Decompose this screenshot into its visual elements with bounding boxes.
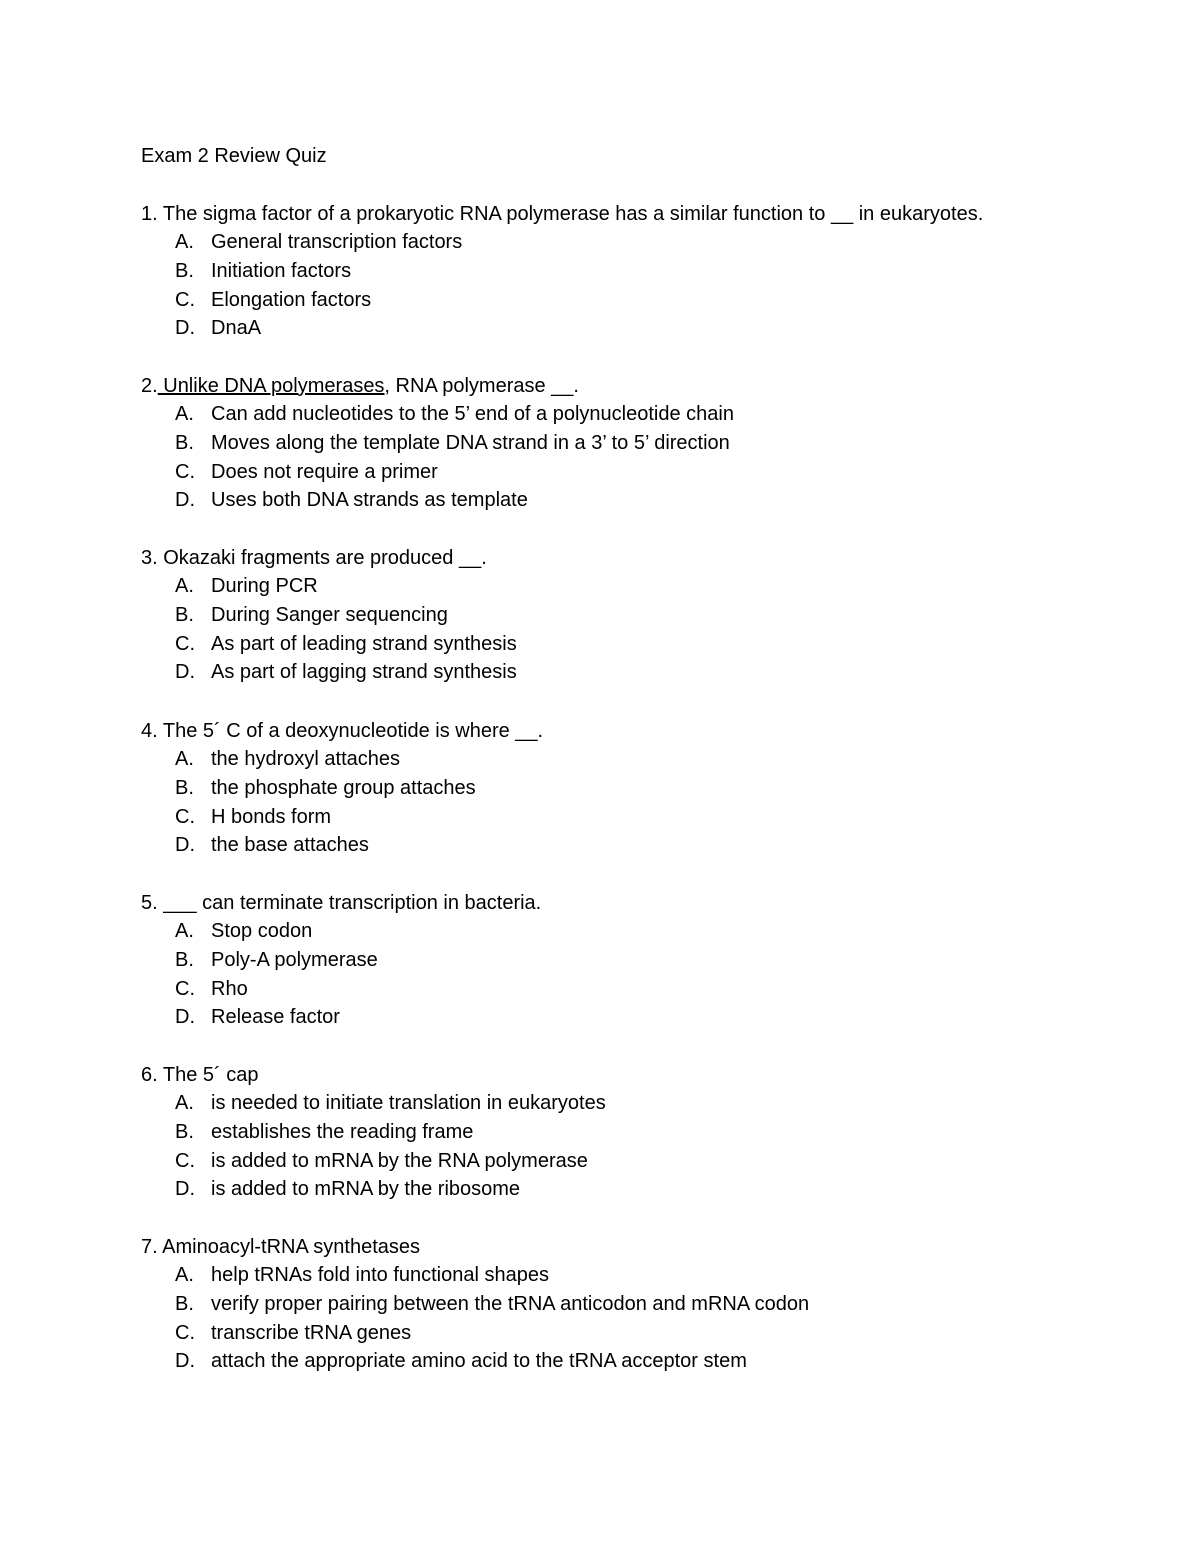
answer-option-d <box>141 831 1141 860</box>
option-text: As part of lagging strand synthesis <box>211 661 517 684</box>
question-text: Okazaki fragments are produced __. <box>157 547 487 569</box>
option-text: establishes the reading frame <box>211 1120 474 1143</box>
answer-option-c <box>141 803 1141 832</box>
answer-option-c <box>141 1147 1141 1176</box>
option-letter: D. <box>175 1350 195 1373</box>
answer-option-c <box>141 630 1141 659</box>
answer-option-c <box>141 458 1141 487</box>
question-text: Aminoacyl-tRNA synthetases <box>157 1236 421 1258</box>
option-letter: C. <box>175 977 195 1000</box>
answer-option-b <box>141 774 1141 803</box>
answer-option-a <box>141 228 1141 257</box>
answer-option-a <box>141 1089 1141 1118</box>
option-letter: D. <box>175 317 195 340</box>
option-text: Release factor <box>211 1006 340 1029</box>
option-letter: B. <box>175 259 194 282</box>
option-text: As part of leading strand synthesis <box>211 632 517 655</box>
option-letter: B. <box>175 776 194 799</box>
answer-option-c <box>141 1319 1141 1348</box>
option-letter: B. <box>175 1120 194 1143</box>
question-text: The sigma factor of a prokaryotic RNA polymerase has a similar function to __ in eukaryotes. <box>157 203 984 225</box>
option-text: the phosphate group attaches <box>211 776 476 799</box>
option-text: is added to mRNA by the ribosome <box>211 1178 521 1201</box>
option-text: Does not require a primer <box>211 460 438 483</box>
option-text: transcribe tRNA genes <box>211 1321 412 1344</box>
option-letter: A. <box>175 748 194 770</box>
option-letter: D. <box>175 489 195 512</box>
option-text: During Sanger sequencing <box>211 603 448 626</box>
question-number: 6. <box>141 1064 158 1086</box>
option-letter: A. <box>175 575 194 597</box>
answer-option-d <box>141 486 1141 515</box>
question-7 <box>141 1233 1141 1376</box>
question-number: 2. <box>141 375 158 397</box>
question-number: 7. <box>141 1236 158 1258</box>
question-5 <box>141 889 1141 1032</box>
option-letter: A. <box>175 1092 194 1114</box>
option-letter: C. <box>175 805 195 828</box>
option-letter: C. <box>175 460 195 483</box>
option-text: Elongation factors <box>211 288 372 311</box>
option-text: Poly-A polymerase <box>211 948 378 971</box>
question-stem <box>141 717 1141 745</box>
option-letter: A. <box>175 1264 194 1286</box>
option-text: DnaA <box>211 317 262 340</box>
option-letter: C. <box>175 1321 195 1344</box>
option-text: Rho <box>211 977 248 1000</box>
option-text: is needed to initiate translation in eukaryotes <box>211 1092 606 1114</box>
option-letter: C. <box>175 632 195 655</box>
answer-option-c <box>141 975 1141 1004</box>
question-text: RNA polymerase __. <box>390 375 579 397</box>
option-text: Stop codon <box>211 920 313 942</box>
option-letter: D. <box>175 661 195 684</box>
option-letter: D. <box>175 1178 195 1201</box>
answer-option-d <box>141 1003 1141 1032</box>
question-number: 5. <box>141 892 158 914</box>
question-3 <box>141 544 1141 687</box>
question-number: 3. <box>141 547 158 569</box>
option-letter: C. <box>175 1149 195 1172</box>
question-text: ___ can terminate transcription in bacteria. <box>157 892 542 914</box>
option-text: verify proper pairing between the tRNA anticodon and mRNA codon <box>211 1292 810 1315</box>
question-6 <box>141 1061 1141 1204</box>
document-title: Exam 2 Review Quiz <box>141 145 327 167</box>
option-text: attach the appropriate amino acid to the tRNA acceptor stem <box>211 1350 747 1373</box>
answer-option-d <box>141 314 1141 343</box>
question-text: The 5´ C of a deoxynucleotide is where __. <box>157 720 544 742</box>
question-stem <box>141 544 1141 572</box>
question-number: 1. <box>141 203 158 225</box>
option-text: Can add nucleotides to the 5’ end of a polynucleotide chain <box>211 403 734 425</box>
answer-option-a <box>141 572 1141 601</box>
option-letter: C. <box>175 288 195 311</box>
answer-option-a <box>141 1261 1141 1290</box>
question-stem <box>141 889 1141 917</box>
option-letter: B. <box>175 1292 194 1315</box>
question-text: The 5´ cap <box>157 1064 259 1086</box>
question-4 <box>141 717 1141 860</box>
answer-option-d <box>141 1347 1141 1376</box>
question-stem <box>141 372 1141 400</box>
option-letter: A. <box>175 920 194 942</box>
option-letter: A. <box>175 403 194 425</box>
option-letter: D. <box>175 1006 195 1029</box>
answer-option-a <box>141 400 1141 429</box>
option-text: the hydroxyl attaches <box>211 748 400 770</box>
question-1 <box>141 200 1141 343</box>
option-letter: B. <box>175 948 194 971</box>
question-stem <box>141 1061 1141 1089</box>
answer-option-b <box>141 257 1141 286</box>
question-text-underlined: Unlike DNA polymerases, <box>157 375 390 397</box>
option-text: Initiation factors <box>211 259 352 282</box>
question-2 <box>141 372 1141 515</box>
question-stem <box>141 1233 1141 1261</box>
question-stem <box>141 200 1141 228</box>
answer-option-c <box>141 286 1141 315</box>
answer-option-b <box>141 946 1141 975</box>
answer-option-d <box>141 1175 1141 1204</box>
answer-option-b <box>141 429 1141 458</box>
option-text: Uses both DNA strands as template <box>211 489 528 512</box>
option-text: Moves along the template DNA strand in a 3’ to 5’ direction <box>211 431 730 454</box>
option-letter: D. <box>175 834 195 857</box>
option-text: General transcription factors <box>211 231 463 253</box>
answer-option-b <box>141 601 1141 630</box>
answer-option-d <box>141 658 1141 687</box>
option-text: H bonds form <box>211 805 332 828</box>
answer-option-b <box>141 1290 1141 1319</box>
option-text: help tRNAs fold into functional shapes <box>211 1264 549 1286</box>
answer-option-a <box>141 745 1141 774</box>
option-text: During PCR <box>211 575 318 597</box>
option-letter: A. <box>175 231 194 253</box>
option-letter: B. <box>175 603 194 626</box>
option-letter: B. <box>175 431 194 454</box>
option-text: the base attaches <box>211 834 369 857</box>
answer-option-b <box>141 1118 1141 1147</box>
question-number: 4. <box>141 720 158 742</box>
answer-option-a <box>141 917 1141 946</box>
option-text: is added to mRNA by the RNA polymerase <box>211 1149 588 1172</box>
